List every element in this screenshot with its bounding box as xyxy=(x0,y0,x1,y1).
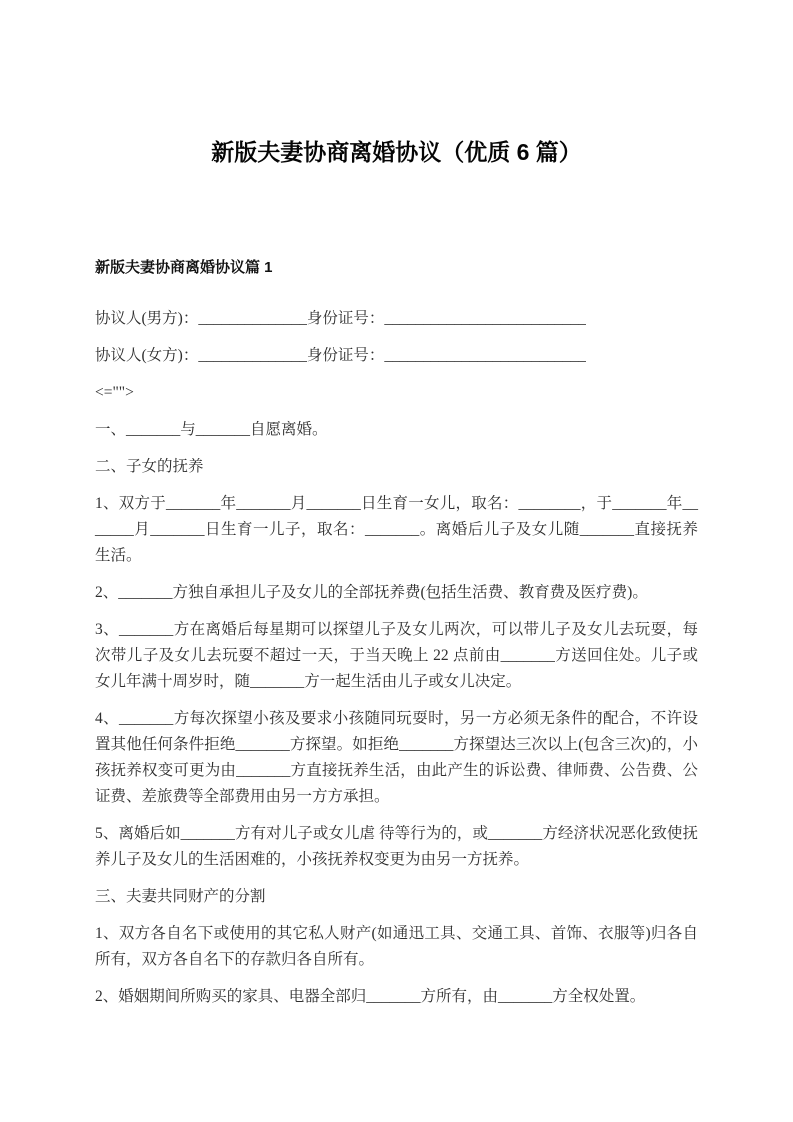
property-item-2: 2、婚姻期间所购买的家具、电器全部归_______方所有，由_______方全权处置。 xyxy=(95,988,646,1005)
markup-artifact-line: <=""> xyxy=(95,384,134,401)
property-item-1: 1、双方各自名下或使用的其它私人财产(如通迅工具、交通工具、首饰、衣服等)归各自所有，双方各自名下的存款归各自所有。 xyxy=(95,925,698,968)
document-title: 新版夫妻协商离婚协议（优质 6 篇） xyxy=(211,139,582,165)
custody-item-4: 4、_______方每次探望小孩及要求小孩随同玩耍时，另一方必须无条件的配合，不许设置其他任何条件拒绝_______方探望。如拒绝_______方探望达三次以上(包含三次)的，小孩抚养权变可更为由_______方直接抚养生活，由此产生的诉讼费、律师费、公告费、公证费、差旅费等全部费用由另一方方承担。 xyxy=(95,710,698,805)
heading-child-custody: 二、子女的抚养 xyxy=(95,458,204,475)
custody-item-1: 1、双方于_______年_______月_______日生育一女儿，取名：________，于_______年_______月_______日生育一儿子，取名：_______。离婚后儿子及女儿随_______直接抚养生活。 xyxy=(95,495,698,564)
custody-item-3: 3、_______方在离婚后每星期可以探望儿子及女儿两次，可以带儿子及女儿去玩耍，每次带儿子及女儿去玩耍不超过一天，于当天晚上 22 点前由_______方送回住处。儿子或女儿年满十周岁时，随_______方一起生活由儿子或女儿决定。 xyxy=(95,621,698,690)
heading-property-division: 三、夫妻共同财产的分割 xyxy=(95,888,266,905)
section-1-heading: 新版夫妻协商离婚协议篇 1 xyxy=(95,259,273,276)
party-line-female: 协议人(女方)：______________身份证号：__________________________ xyxy=(95,347,586,364)
party-line-male: 协议人(男方)：______________身份证号：__________________________ xyxy=(95,310,586,327)
custody-item-5: 5、离婚后如_______方有对儿子或女儿虐 待等行为的，或_______方经济状况恶化致使抚养儿子及女儿的生活困难的，小孩抚养权变更为由另一方抚养。 xyxy=(95,825,698,868)
document-body xyxy=(0,258,793,1010)
clause-voluntary-divorce: 一、_______与_______自愿离婚。 xyxy=(95,421,328,438)
custody-item-2: 2、_______方独自承担儿子及女儿的全部抚养费(包括生活费、教育费及医疗费)。 xyxy=(95,584,648,601)
